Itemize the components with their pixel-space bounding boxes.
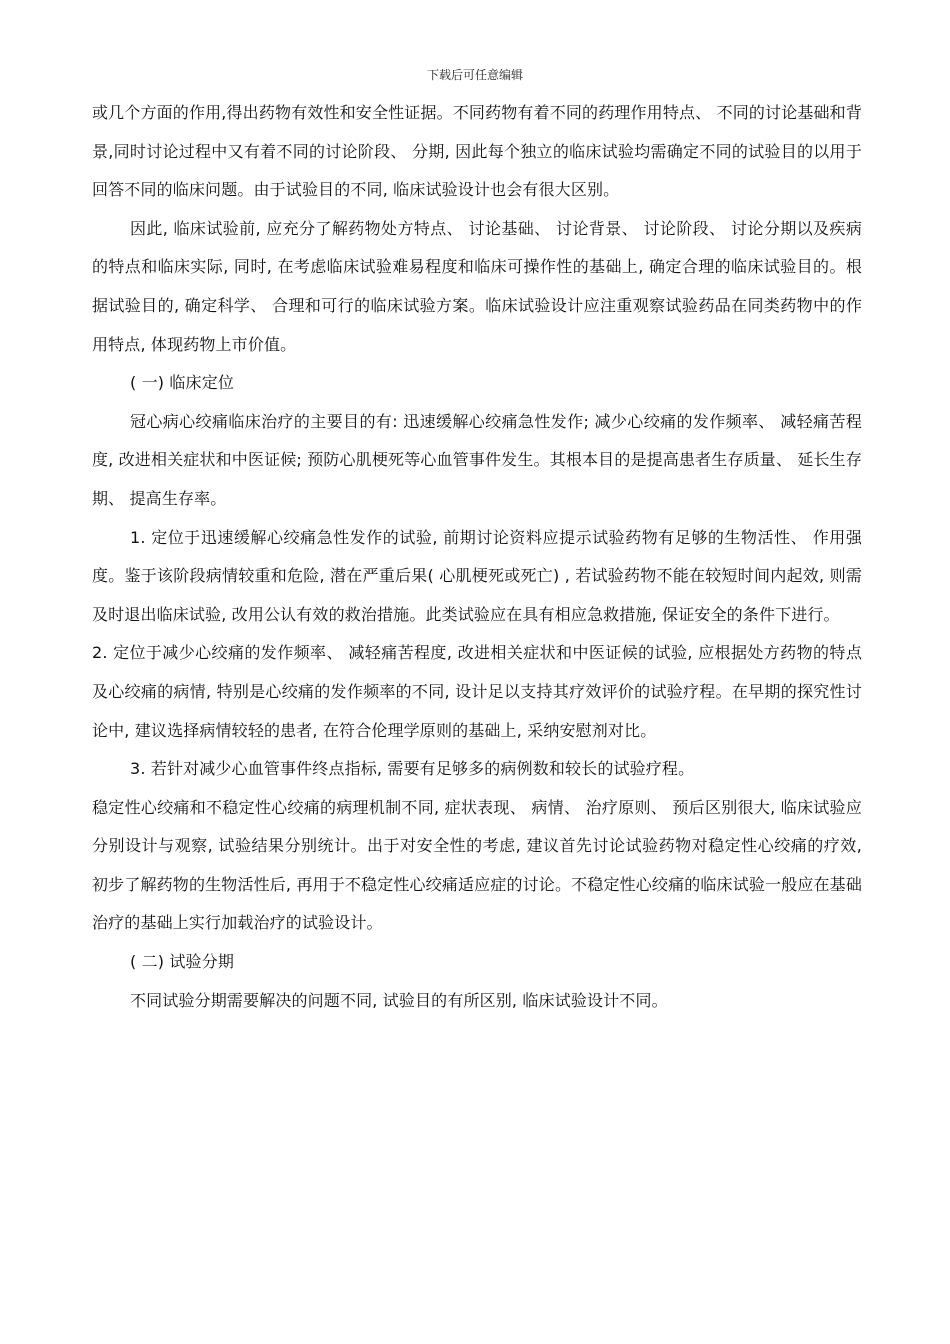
paragraph-4: 稳定性心绞痛和不稳定性心绞痛的病理机制不同, 症状表现、 病情、 治疗原则、 预后区别很大, 临床试验应分别设计与观察, 试验结果分别统计。出于对安全性的考虑, 建议首先讨论试验药物对稳定性心绞痛的疗效, 初步了解药物的生物活性后, 再用于不稳定性心绞痛适应症的讨论。不稳定性心绞痛的临床试验一般应在基础治疗的基础上实行加载治疗的试验设计。: [92, 797, 862, 933]
list-item-1: 1. 定位于迅速缓解心绞痛急性发作的试验, 前期讨论资料应提示试验药物有足够的生物活性、 作用强度。鉴于该阶段病情较重和危险, 潜在严重后果( 心肌梗死或死亡) , 若试验药物不能在较短时间内起效, 则需及时退出临床试验, 改用公认有效的救治措施。此类试验应在具有相应急救措施, 保证安全的条件下进行。: [92, 527, 862, 624]
paragraph-1: 或几个方面的作用,得出药物有效性和安全性证据。不同药物有着不同的药理作用特点、 不同的讨论基础和背景,同时讨论过程中又有着不同的讨论阶段、 分期, 因此每个独立的临床试验均需确定不同的试验目的以用于回答不同的临床问题。由于试验目的不同, 临床试验设计也会有很大区别。: [92, 103, 862, 200]
document-body: [92, 94, 862, 1020]
list-item-2: 2. 定位于减少心绞痛的发作频率、 减轻痛苦程度, 改进相关症状和中医证候的试验, 应根据处方药物的特点及心绞痛的病情, 特别是心绞痛的发作频率的不同, 设计足以支持其疗效评价的试验疗程。在早期的探究性讨论中, 建议选择病情较轻的患者, 在符合伦理学原则的基础上, 采纳安慰剂对比。: [92, 643, 862, 740]
paragraph-2: 因此, 临床试验前, 应充分了解药物处方特点、 讨论基础、 讨论背景、 讨论阶段、 讨论分期以及疾病的特点和临床实际, 同时, 在考虑临床试验难易程度和临床可操作性的基础上, 确定合理的临床试验目的。根据试验目的, 确定科学、 合理和可行的临床试验方案。临床试验设计应注重观察试验药品在同类药物中的作用特点, 体现药物上市价值。: [92, 218, 862, 354]
section-heading-trial-phases: ( 二) 试验分期: [130, 952, 235, 972]
section-heading-clinical-positioning: ( 一) 临床定位: [130, 373, 235, 393]
paragraph-5: 不同试验分期需要解决的问题不同, 试验目的有所区别, 临床试验设计不同。: [130, 990, 668, 1010]
list-item-3: 3. 若针对减少心血管事件终点指标, 需要有足够多的病例数和较长的试验疗程。: [130, 759, 695, 779]
paragraph-3: 冠心病心绞痛临床治疗的主要目的有: 迅速缓解心绞痛急性发作; 减少心绞痛的发作频率、 减轻痛苦程度, 改进相关症状和中医证候; 预防心肌梗死等心血管事件发生。其根本目的是提高患者生存质量、 延长生存期、 提高生存率。: [92, 411, 862, 508]
page-header: 下载后可任意编辑: [426, 68, 523, 82]
